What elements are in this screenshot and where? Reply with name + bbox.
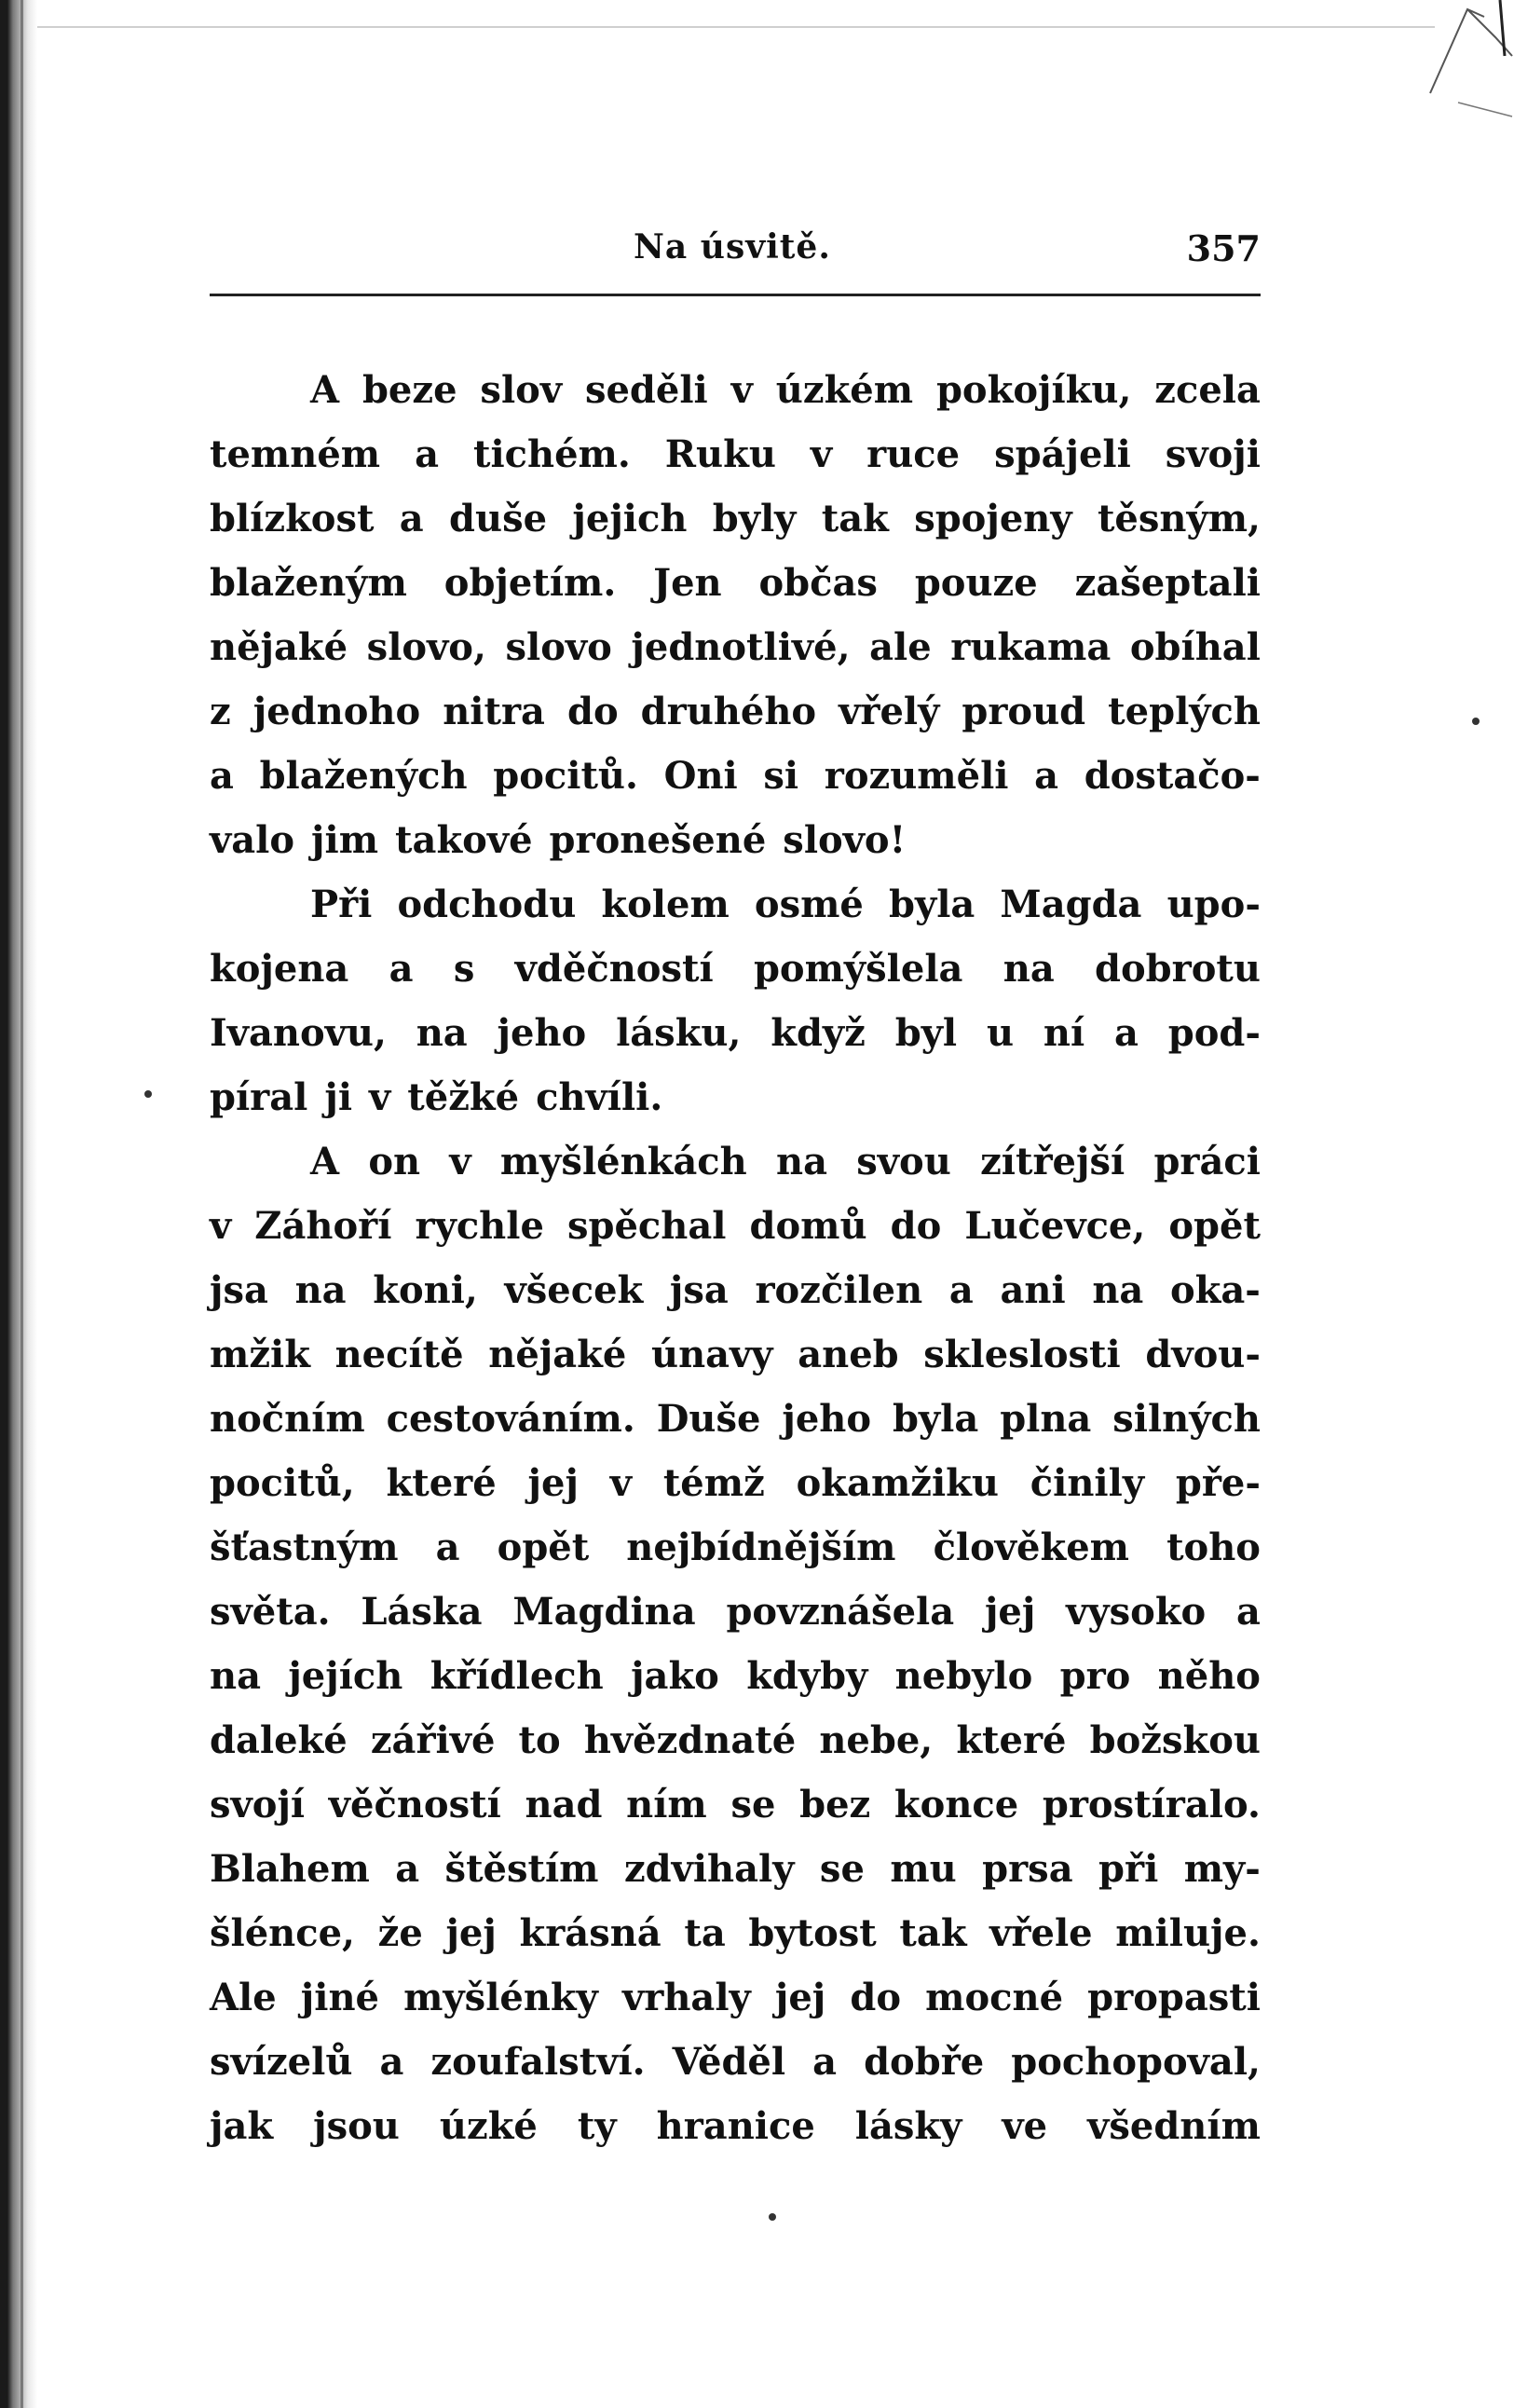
word: proud [962, 690, 1086, 733]
word: oka- [1169, 1268, 1261, 1312]
word: byla [888, 882, 975, 926]
text-line [210, 1708, 1261, 1772]
word: rychle [415, 1204, 544, 1248]
word: jako [631, 1654, 719, 1698]
word: jsa [210, 1268, 268, 1312]
word: jak [210, 2104, 274, 2148]
word: spojeny [914, 497, 1072, 540]
word: dobře [864, 2040, 985, 2084]
word: nebylo [894, 1654, 1033, 1698]
word: hvězdnaté [583, 1718, 797, 1762]
word: Magda [1000, 882, 1142, 926]
word: jejích [288, 1654, 403, 1698]
word: na [1003, 947, 1055, 991]
word: v [609, 1461, 632, 1505]
word: byly [712, 497, 797, 540]
word: svojí [210, 1783, 306, 1827]
word: slovo, [366, 625, 486, 669]
word: mžik [210, 1333, 310, 1376]
word: do [566, 690, 619, 733]
word: bytost [748, 1911, 877, 1955]
word: kojena [210, 947, 349, 991]
word: tak [899, 1911, 967, 1955]
word: něho [1157, 1654, 1261, 1698]
binding-shadow [20, 0, 23, 2408]
scan-speck [769, 2213, 776, 2221]
word: domů [749, 1204, 867, 1248]
word: krásná [519, 1911, 662, 1955]
word: svou [856, 1140, 951, 1183]
word: si [763, 754, 799, 798]
word: druhého [640, 690, 817, 733]
word: prostíralo. [1042, 1783, 1261, 1827]
text-line [210, 1258, 1261, 1322]
word: opět [1168, 1204, 1261, 1248]
word: nebe, [819, 1718, 934, 1762]
word: jim [311, 818, 379, 862]
word: a [395, 1847, 420, 1891]
word: na [1092, 1268, 1144, 1312]
word: slov [480, 368, 563, 412]
word: mu [890, 1847, 957, 1891]
word: Blahem [210, 1847, 370, 1891]
word: šlénce, [210, 1911, 355, 1955]
word: občas [758, 561, 878, 605]
word: A [310, 1140, 340, 1183]
text-line [210, 744, 1261, 808]
page-header [210, 227, 1261, 283]
word: všedním [1087, 2104, 1261, 2148]
word: toho [1166, 1526, 1261, 1569]
word: a [1034, 754, 1059, 798]
word: jej [984, 1590, 1036, 1634]
word: ty [577, 2104, 617, 2148]
word: rozuměli [824, 754, 1009, 798]
word: zoufalství. [430, 2040, 646, 2084]
text-line [210, 1644, 1261, 1708]
word: a [1113, 1011, 1139, 1055]
text-line [210, 872, 1261, 937]
word: opět [497, 1526, 590, 1569]
word: kolem [601, 882, 730, 926]
text-line [210, 937, 1261, 1001]
word: božskou [1089, 1718, 1261, 1762]
text-line [210, 1194, 1261, 1258]
word: jeho [782, 1397, 872, 1441]
scan-speck [144, 1090, 152, 1098]
text-line [210, 1901, 1261, 1965]
word: cestováním. [386, 1397, 635, 1441]
word: a [435, 1526, 460, 1569]
word: byla [892, 1397, 979, 1441]
word: jsou [313, 2104, 400, 2148]
text-line [210, 1322, 1261, 1387]
word: odchodu [397, 882, 577, 926]
word: pocitů. [493, 754, 638, 798]
word: obíhal [1129, 625, 1261, 669]
word: myšlénky [403, 1976, 598, 2019]
word: pro [1059, 1654, 1131, 1698]
word: na [776, 1140, 828, 1183]
word: na [416, 1011, 468, 1055]
word: slovo! [783, 818, 907, 862]
word: ji [324, 1075, 353, 1119]
word: kdyby [746, 1654, 868, 1698]
word: Jen [653, 561, 722, 605]
word: se [730, 1783, 776, 1827]
word: jiné [300, 1976, 379, 2019]
word: spěchal [566, 1204, 727, 1248]
word: Věděl [672, 2040, 786, 2084]
word: vřelý [839, 690, 940, 733]
text-line [210, 358, 1261, 422]
word: aneb [798, 1333, 899, 1376]
header-rule [210, 294, 1261, 296]
word: osmé [754, 882, 864, 926]
word: zcela [1154, 368, 1261, 412]
word: vrhaly [622, 1976, 751, 2019]
word: v [369, 1075, 391, 1119]
word: šťastným [210, 1526, 399, 1569]
word: jsa [669, 1268, 729, 1312]
word: do [850, 1976, 902, 2019]
word: silných [1112, 1397, 1261, 1441]
word: těsným, [1097, 497, 1261, 540]
word: zašeptali [1074, 561, 1261, 605]
word: se [819, 1847, 865, 1891]
word: blízkost [210, 497, 375, 540]
word: ale [869, 625, 932, 669]
word: při [1098, 1847, 1159, 1891]
scan-left-edge [0, 0, 37, 2408]
word: propasti [1087, 1976, 1261, 2019]
word: a [399, 497, 424, 540]
word: Záhoří [254, 1204, 392, 1248]
word: jeho [497, 1011, 587, 1055]
word: konce [893, 1783, 1019, 1827]
word: jej [774, 1976, 826, 2019]
word: Magdina [512, 1590, 696, 1634]
word: křídlech [430, 1654, 604, 1698]
word: s [453, 947, 475, 991]
word: a [379, 2040, 404, 2084]
word: pocitů, [210, 1461, 355, 1505]
word: pochopoval, [1011, 2040, 1261, 2084]
word: on [368, 1140, 421, 1183]
word: povznášela [726, 1590, 955, 1634]
word: necítě [334, 1333, 464, 1376]
word: a [415, 432, 440, 476]
word: Láska [361, 1590, 483, 1634]
word: jednotlivé, [631, 625, 851, 669]
word: jej [527, 1461, 579, 1505]
word: dostačo- [1084, 754, 1261, 798]
word: temném [210, 432, 381, 476]
word: že [377, 1911, 423, 1955]
word: daleké [210, 1718, 348, 1762]
word: jej [445, 1911, 497, 1955]
text-line [210, 2030, 1261, 2094]
word: a [210, 754, 234, 798]
word: práci [1153, 1140, 1261, 1183]
word: nejbídnějším [626, 1526, 896, 1569]
text-line [210, 486, 1261, 551]
word: rukama [950, 625, 1112, 669]
word: pomýšlela [753, 947, 963, 991]
word: ním [626, 1783, 707, 1827]
word: na [294, 1268, 347, 1312]
word: píral [210, 1075, 308, 1119]
word: upo- [1166, 882, 1261, 926]
word: to [518, 1718, 561, 1762]
word: pokojíku, [935, 368, 1132, 412]
word: Duše [656, 1397, 761, 1441]
word: které [956, 1718, 1067, 1762]
text-line [210, 1387, 1261, 1451]
word: Při [310, 882, 373, 926]
word: zdvihaly [623, 1847, 795, 1891]
word: ve [1002, 2104, 1048, 2148]
word: svízelů [210, 2040, 353, 2084]
word: které [386, 1461, 497, 1505]
word: jejich [572, 497, 688, 540]
body-text [210, 358, 1261, 2158]
text-line [210, 808, 1261, 872]
word: dvou- [1145, 1333, 1261, 1376]
word: zítřejší [980, 1140, 1125, 1183]
text-line [210, 551, 1261, 615]
text-line [210, 1965, 1261, 2030]
text-line [210, 1772, 1261, 1837]
word: Ivanovu, [210, 1011, 387, 1055]
word: Lučevce, [964, 1204, 1146, 1248]
word: prsa [982, 1847, 1073, 1891]
word: ani [1000, 1268, 1066, 1312]
word: spájeli [994, 432, 1131, 476]
word: byl [894, 1011, 958, 1055]
text-line [210, 1001, 1261, 1065]
word: tak [821, 497, 889, 540]
word: štěstím [444, 1847, 599, 1891]
word: skleslosti [923, 1333, 1121, 1376]
word: nitra [443, 690, 545, 733]
word: nějaké [488, 1333, 627, 1376]
page-number: 357 [1186, 227, 1261, 269]
word: a [948, 1268, 974, 1312]
word: únavy [650, 1333, 773, 1376]
word: teplých [1108, 690, 1261, 733]
word: v [810, 432, 833, 476]
word: duše [449, 497, 548, 540]
text-line [210, 1837, 1261, 1901]
word: nočním [210, 1397, 365, 1441]
word: když [771, 1011, 866, 1055]
word: nějaké [210, 625, 348, 669]
text-line [210, 679, 1261, 744]
text-line [210, 1515, 1261, 1580]
word: a [812, 2040, 838, 2084]
word: Oni [663, 754, 738, 798]
word: těžké [407, 1075, 520, 1119]
text-line [210, 1065, 1261, 1129]
word: pronešené [549, 818, 767, 862]
word: blaženým [210, 561, 407, 605]
word: v [730, 368, 753, 412]
word: ta [684, 1911, 726, 1955]
word: vděčností [514, 947, 714, 991]
word: hranice [656, 2104, 815, 2148]
word: vysoko [1066, 1590, 1207, 1634]
word: lásku, [616, 1011, 742, 1055]
word: myšlénkách [499, 1140, 747, 1183]
word: plna [1000, 1397, 1092, 1441]
word: bez [799, 1783, 871, 1827]
word: v [449, 1140, 471, 1183]
word: koni, [373, 1268, 478, 1312]
word: seděli [584, 368, 708, 412]
word: ní [1043, 1011, 1085, 1055]
word: témž [662, 1461, 765, 1505]
word: chvíli. [536, 1075, 663, 1119]
running-head: Na úsvitě. [634, 227, 831, 267]
word: úzké [439, 2104, 538, 2148]
word: pouze [914, 561, 1038, 605]
word: my- [1183, 1847, 1261, 1891]
text-line [210, 422, 1261, 486]
word: na [210, 1654, 261, 1698]
word: a [389, 947, 414, 991]
word: věčností [328, 1783, 501, 1827]
word: blažených [259, 754, 468, 798]
word: a [1236, 1590, 1261, 1634]
word: beze [361, 368, 457, 412]
word: lásky [854, 2104, 962, 2148]
word: člověkem [933, 1526, 1129, 1569]
text-line [210, 615, 1261, 679]
text-line [210, 1580, 1261, 1644]
word: do [890, 1204, 942, 1248]
word: A [310, 368, 340, 412]
word: miluje. [1115, 1911, 1261, 1955]
word: dobrotu [1095, 947, 1261, 991]
word: světa. [210, 1590, 331, 1634]
word: všecek [504, 1268, 644, 1312]
word: Ale [210, 1976, 277, 2019]
word: vřele [989, 1911, 1093, 1955]
word: svoji [1165, 432, 1261, 476]
word: slovo [505, 625, 612, 669]
word: takové [395, 818, 533, 862]
word: pře- [1175, 1461, 1261, 1505]
text-line [210, 2094, 1261, 2158]
word: valo [210, 818, 295, 862]
word: ruce [866, 432, 961, 476]
word: objetím. [443, 561, 617, 605]
word: zářivé [370, 1718, 496, 1762]
word: tichém. [473, 432, 631, 476]
text-line [210, 1129, 1261, 1194]
scan-top-edge [37, 26, 1435, 28]
word: pod- [1167, 1011, 1261, 1055]
scan-speck [1472, 718, 1480, 725]
word: Ruku [664, 432, 776, 476]
word: okamžiku [796, 1461, 999, 1505]
word: mocné [925, 1976, 1064, 2019]
word: u [986, 1011, 1015, 1055]
word: jednoho [252, 690, 421, 733]
word: v [210, 1204, 232, 1248]
word: rozčilen [755, 1268, 923, 1312]
word: z [210, 690, 231, 733]
word: činily [1030, 1461, 1145, 1505]
word: úzkém [775, 368, 914, 412]
word: nad [525, 1783, 603, 1827]
page-corner-fold [1412, 0, 1514, 130]
text-line [210, 1451, 1261, 1515]
